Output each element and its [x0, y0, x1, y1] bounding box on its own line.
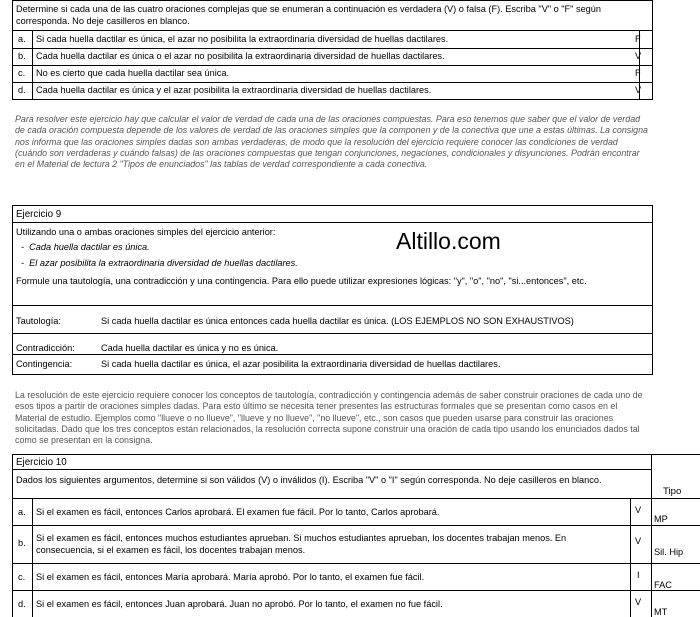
- table-row: [13, 499, 700, 526]
- bullet-item: - Cada huella dactilar es única.: [21, 242, 150, 252]
- row-text: No es cierto que cada huella dactilar sea única.: [36, 68, 230, 78]
- tipo-cell[interactable]: Sil. Hip: [654, 547, 684, 557]
- row-text: Si el examen es fácil, entonces Carlos aprobará. El examen fue fácil. Por lo tanto, Carlos aprobará.: [36, 507, 440, 517]
- bullet-text: Cada huella dactilar es única.: [29, 242, 150, 252]
- tipo-column-header: Tipo: [663, 486, 682, 497]
- row-text: Cada huella dactilar es única y el azar posibilita la extraordinaria diversidad de huellas dactilares.: [36, 85, 432, 95]
- row-letter: a.: [18, 34, 26, 44]
- answer-row-contradiccion: [13, 334, 652, 355]
- explanation-9: La resolución de este ejercicio requiere conocer los conceptos de tautología, contradicción y contingencia además de saber construir oraciones de cada uno de esos tipos a partir de oraciones simples dadas. Para esto último se necesita tener presentes las estructuras formales que se presentan como casos en el Material de estudio. Ejemplos como "llueve o no llueve", "llueve y no llueve", "no llueve", etc., son casos que pueden usarse para construir las oraciones solicitadas. Dado que los tres conceptos están relacionados, la resolución correcta supone construir una oración de cada tipo usando los enunciados dados tal como se presentan en la consigna.: [15, 390, 643, 446]
- exercise-10-title: Ejercicio 10: [16, 457, 67, 468]
- answer-cell[interactable]: V: [635, 597, 642, 607]
- answer-cell[interactable]: V: [635, 51, 642, 61]
- q9-separator: [13, 222, 652, 223]
- exercise-9-intro: Utilizando una o ambas oraciones simples del ejercicio anterior:: [16, 227, 276, 237]
- answer-row-tautologia: [13, 306, 652, 334]
- exercise-9-box: [12, 205, 653, 375]
- row-letter: c.: [18, 68, 26, 78]
- table-row: [13, 48, 652, 66]
- table-row: [13, 591, 700, 617]
- answer-cell[interactable]: F: [635, 34, 641, 44]
- row-letter: d.: [18, 85, 26, 95]
- exercise-8-box: [12, 0, 653, 100]
- tipo-cell[interactable]: MP: [654, 514, 668, 524]
- answer-label: Contingencia:: [16, 359, 73, 369]
- answer-text[interactable]: Si cada huella dactilar es única, el azar posibilita la extraordinaria diversidad de huellas dactilares.: [101, 359, 501, 369]
- row-letter: c.: [18, 572, 26, 582]
- tipo-cell[interactable]: FAC: [654, 580, 672, 590]
- row-text: Cada huella dactilar es única o el azar no posibilita la extraordinaria diversidad de huellas dactilares.: [36, 51, 445, 61]
- row-text: Si cada huella dactilar es única, el azar no posibilita la extraordinaria diversidad de huellas dactilares.: [36, 34, 449, 44]
- answer-cell[interactable]: V: [635, 85, 642, 95]
- row-letter: d.: [18, 599, 26, 609]
- q10-separator: [13, 469, 651, 470]
- row-text: Si el examen es fácil, entonces muchos estudiantes aprueban. Si muchos estudiantes aprueban, los docentes trabajan menos. En consecuencia, si el examen es fácil, los docentes trabajan menos.: [36, 533, 567, 555]
- row-letter: a.: [18, 507, 26, 517]
- answer-cell[interactable]: V: [635, 536, 642, 546]
- row-text: Si el examen es fácil, entonces Juan aprobará. Juan no aprobó. Por lo tanto, el examen no fue fácil.: [36, 599, 443, 609]
- table-row: [13, 564, 700, 591]
- tipo-cell[interactable]: MT: [654, 607, 668, 617]
- exercise-9-instruction: Formule una tautología, una contradicción y una contingencia. Para ello puede utilizar expresiones lógicas: "y", "o", "no", "si...entonces", etc.: [16, 276, 587, 286]
- answer-cell[interactable]: V: [635, 505, 642, 515]
- table-row: [13, 82, 652, 99]
- bullet-item: - El azar posibilita la extraordinaria diversidad de huellas dactilares.: [21, 258, 298, 268]
- answer-text[interactable]: Cada huella dactilar es única y no es única.: [101, 343, 279, 353]
- row-letter: b.: [18, 538, 26, 548]
- answer-label: Tautología:: [16, 316, 61, 326]
- bullet-text: El azar posibilita la extraordinaria diversidad de huellas dactilares.: [29, 258, 298, 268]
- q8-answer-table: [13, 31, 652, 99]
- answer-row-contingencia: [13, 355, 652, 374]
- exercise-8-instruction: Determine si cada una de las cuatro oraciones complejas que se enumeran a continuación es verdadera (V) o falsa (F). Escriba "V" o "F" según corresponda. No deje casilleros en blanco.: [16, 4, 602, 26]
- row-letter: b.: [18, 51, 26, 61]
- exercise-10-instruction: Dados los siguientes argumentos, determine si son válidos (V) o inválidos (I). Escriba "V" o "I" según corresponda. No deje casilleros en blanco.: [16, 475, 602, 485]
- row-text: Si el examen es fácil, entonces María aprobará. María aprobó. Por lo tanto, el examen fue fácil.: [36, 572, 425, 582]
- exercise-10-title-cell: [13, 455, 652, 469]
- table-row: [13, 31, 652, 49]
- exercise-10-box: [12, 454, 700, 617]
- exercise-9-title: Ejercicio 9: [16, 209, 62, 220]
- explanation-8: Para resolver este ejercicio hay que calcular el valor de verdad de cada una de las oraciones compuestas. Para eso tenemos que saber que el valor de verdad de cada oración compuesta depende de los valores de verdad de las oraciones simples que la componen y de la conectiva que une a estas últimas. La consigna nos informa que las oraciones simples dadas son ambas verdaderas, de modo que la resolución del ejercicio requiere conocer las condiciones de verdad (cuándo son verdaderas y cuándo falsas) de las oraciones compuestas que tengan conjunciones, negaciones, condicionales y disyunciones. Podrán encontrar en el Material de lectura 2 "Tipos de enunciados" las tablas de verdad correspondiente a cada conectiva.: [15, 114, 648, 170]
- answer-label: Contradicción:: [16, 343, 75, 353]
- table-row: [13, 526, 700, 564]
- table-row: [13, 65, 652, 83]
- watermark-logo: Altillo.com: [396, 228, 501, 254]
- answer-cell[interactable]: F: [635, 68, 641, 78]
- answer-cell[interactable]: I: [637, 570, 640, 580]
- answer-text[interactable]: Si cada huella dactilar es única entonces cada huella dactilar es única. (LOS EJEMPLOS NO SON EXHAUSTIVOS): [101, 316, 574, 326]
